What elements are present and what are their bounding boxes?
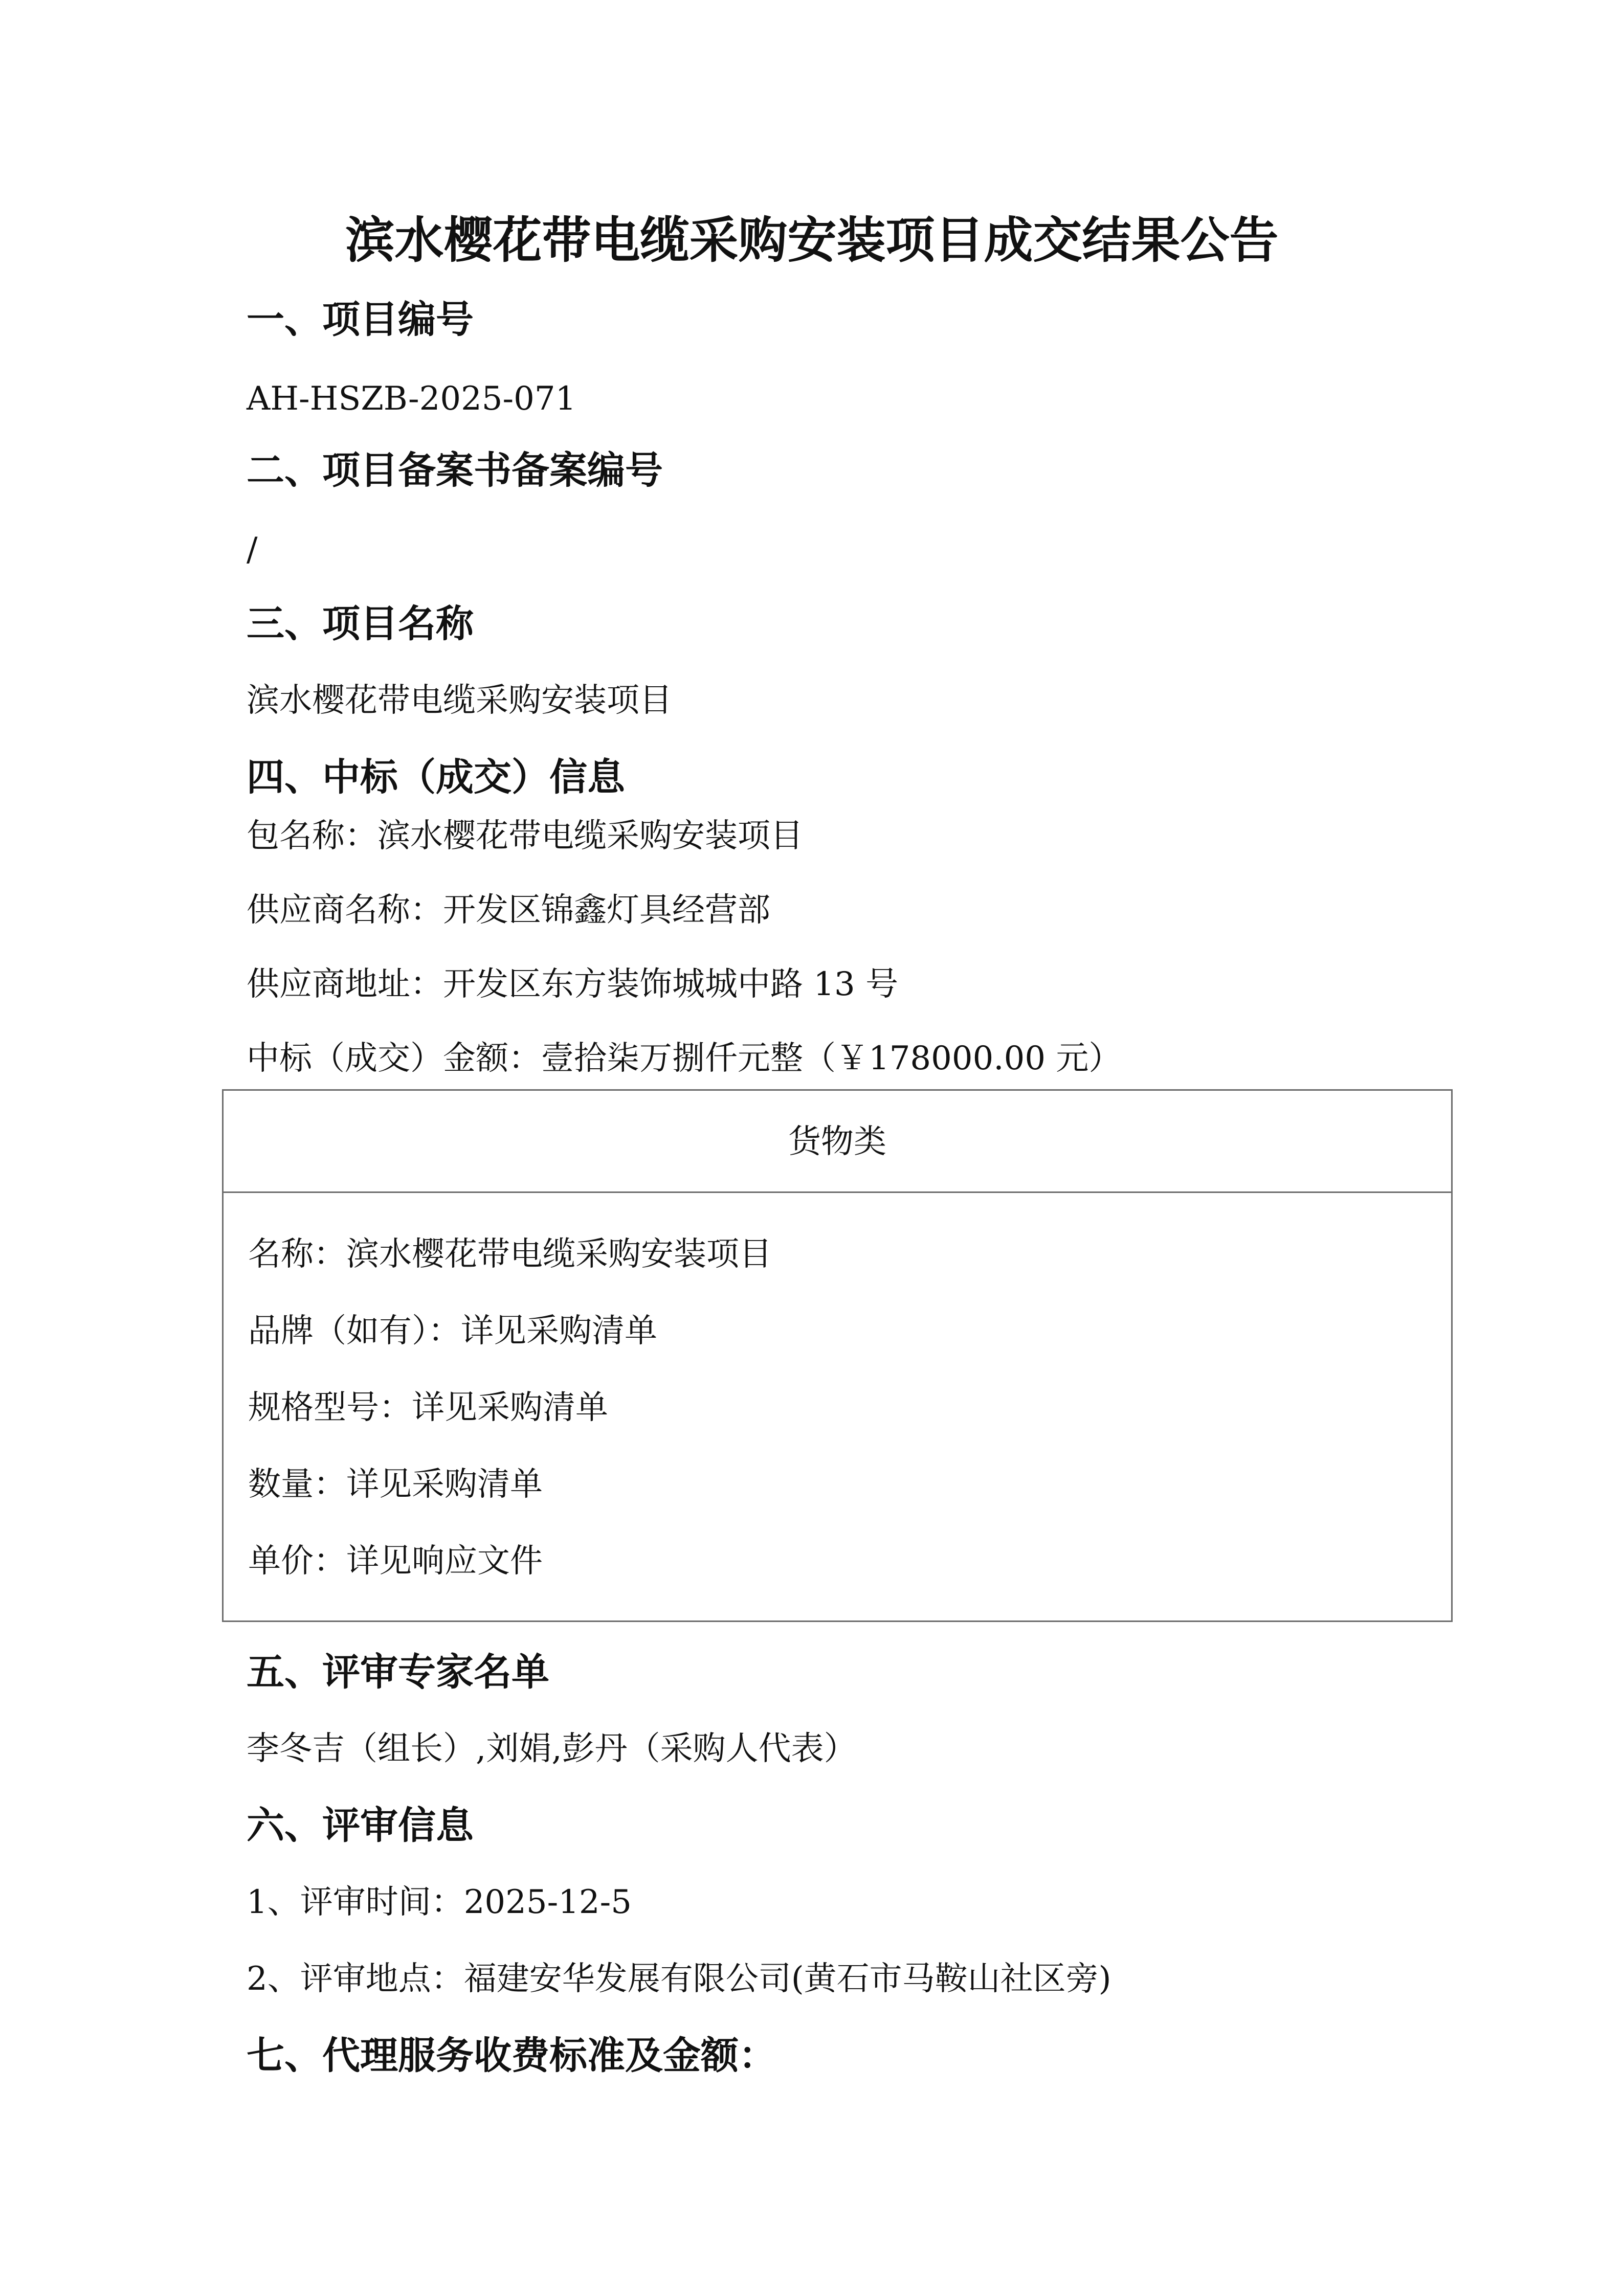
section-heading-project-name: 三、项目名称 — [247, 602, 474, 646]
package-name-line: 包名称：滨水樱花带电缆采购安装项目 — [247, 817, 803, 855]
section-heading-experts: 五、评审专家名单 — [247, 1650, 549, 1694]
section-heading-review-info: 六、评审信息 — [247, 1804, 474, 1848]
review-location-line: 2、评审地点：福建安华发展有限公司(黄石市马鞍山社区旁) — [247, 1960, 1111, 1998]
goods-spec-line: 规格型号：详见采购清单 — [248, 1389, 608, 1427]
project-name-value: 滨水樱花带电缆采购安装项目 — [247, 682, 672, 719]
goods-name-line: 名称：滨水樱花带电缆采购安装项目 — [248, 1235, 772, 1273]
supplier-name-line: 供应商名称：开发区锦鑫灯具经营部 — [247, 891, 770, 929]
goods-brand-line: 品牌（如有）：详见采购清单 — [248, 1312, 657, 1350]
goods-quantity-line: 数量：详见采购清单 — [248, 1466, 543, 1503]
section-heading-filing-number: 二、项目备案书备案编号 — [247, 448, 663, 492]
filing-number-value: / — [247, 531, 258, 569]
page-title: 滨水樱花带电缆采购安装项目成交结果公告 — [345, 212, 1279, 269]
experts-list: 李冬吉（组长）,刘娟,彭丹（采购人代表） — [247, 1730, 857, 1768]
goods-table — [222, 1089, 1453, 1622]
section-heading-award-info: 四、中标（成交）信息 — [247, 755, 625, 799]
project-number-value: AH-HSZB-2025-071 — [247, 380, 576, 418]
section-heading-agency-fee: 七、代理服务收费标准及金额： — [247, 2034, 776, 2078]
section-heading-project-number: 一、项目编号 — [247, 298, 474, 342]
review-time-line: 1、评审时间：2025-12-5 — [247, 1883, 632, 1921]
goods-table-header: 货物类 — [224, 1091, 1451, 1193]
supplier-address-line: 供应商地址：开发区东方装饰城城中路 13 号 — [247, 965, 899, 1003]
goods-unit-price-line: 单价：详见响应文件 — [248, 1542, 543, 1580]
award-amount-line: 中标（成交）金额：壹拾柒万捌仟元整（￥178000.00 元） — [247, 1040, 1122, 1077]
